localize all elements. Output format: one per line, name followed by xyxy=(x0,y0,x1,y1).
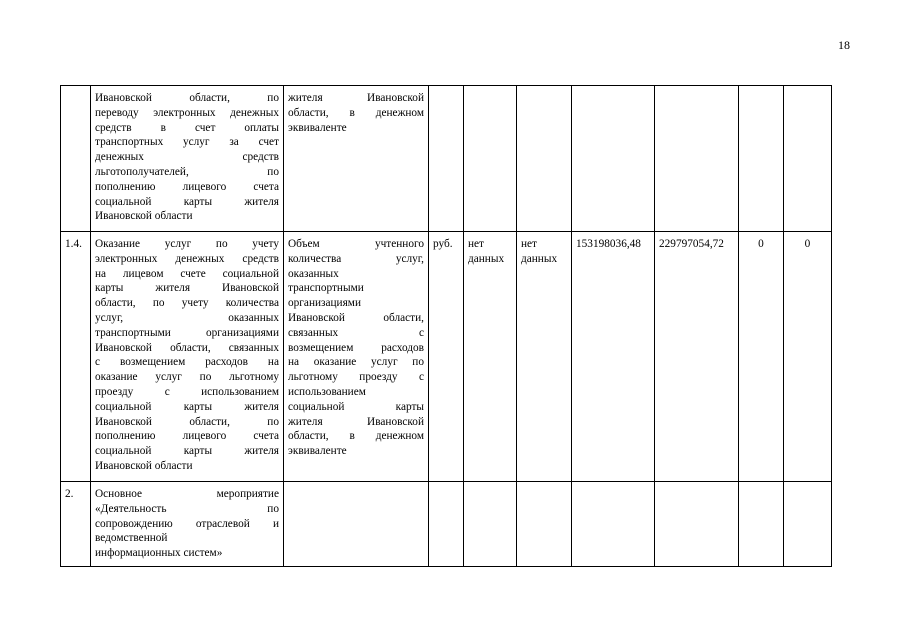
row-number-cell: 2. xyxy=(61,482,91,567)
text-line: жителя Ивановской xyxy=(288,92,424,104)
value-cell-v2: нет данных xyxy=(517,232,572,482)
text-line: Ивановской области, по xyxy=(95,92,279,104)
text-line: пополнению лицевого счета xyxy=(95,180,279,193)
text-line: пополнению лицевого счета xyxy=(95,430,279,443)
value-cell-v5 xyxy=(739,86,784,232)
text-line: с возмещением расходов на xyxy=(95,356,279,369)
text-line: возмещением расходов xyxy=(288,341,424,354)
text-line: проезду с использованием xyxy=(95,385,279,398)
indicator-name-cell xyxy=(284,86,429,232)
table-row xyxy=(61,86,832,232)
text-line: льготополучателей, по xyxy=(95,165,279,178)
text-line: «Деятельность по xyxy=(95,502,279,515)
text-line: Объем учтенного xyxy=(288,238,424,250)
text-line: жителя Ивановской xyxy=(288,415,424,428)
activity-name-cell xyxy=(91,232,284,482)
text-line: Основное мероприятие xyxy=(95,488,279,500)
text-line: организациями xyxy=(288,297,361,310)
text-line: Ивановской области, по xyxy=(95,415,279,428)
text-line: социальной карты жителя xyxy=(95,195,279,208)
text-line: карты жителя Ивановской xyxy=(95,282,279,295)
value-cell-v4 xyxy=(655,482,739,567)
text-line: эквиваленте xyxy=(288,121,347,134)
text-line: социальной карты жителя xyxy=(95,400,279,413)
text-line: оказание услуг по льготному xyxy=(95,371,279,384)
text-line: оказанных xyxy=(288,267,339,280)
text-line: количества услуг, xyxy=(288,252,424,265)
table-row xyxy=(61,232,832,482)
table-row xyxy=(61,482,832,567)
text-line: переводу электронных денежных xyxy=(95,106,279,119)
text-line: области, в денежном xyxy=(288,106,424,119)
value-cell-v2 xyxy=(517,86,572,232)
text-line: социальной карты xyxy=(288,400,424,413)
text-line: на оказание услуг по xyxy=(288,356,424,369)
unit-cell xyxy=(429,482,464,567)
text-line: информационных систем» xyxy=(95,547,223,560)
text-line: транспортных услуг за счет xyxy=(95,136,279,149)
text-line: области, по учету количества xyxy=(95,297,279,310)
value-cell-v3: 153198036,48 xyxy=(572,232,655,482)
program-table xyxy=(60,85,832,567)
value-cell-v4: 229797054,72 xyxy=(655,232,739,482)
text-line: Ивановской области, xyxy=(288,311,424,324)
row-number-cell xyxy=(61,86,91,232)
text-line: использованием xyxy=(288,385,366,398)
row-number-cell: 1.4. xyxy=(61,232,91,482)
text-line: эквиваленте xyxy=(288,445,347,458)
text-line: услуг, оказанных xyxy=(95,311,279,324)
text-line: связанных с xyxy=(288,326,424,339)
text-line: на лицевом счете социальной xyxy=(95,267,279,280)
text-line: льготному проезду с xyxy=(288,371,424,384)
value-cell-v3 xyxy=(572,482,655,567)
text-line: Ивановской области, связанных xyxy=(95,341,279,354)
activity-name-cell xyxy=(91,482,284,567)
text-line: средств в счет оплаты xyxy=(95,121,279,134)
value-cell-v1 xyxy=(464,86,517,232)
text-line: Ивановской области xyxy=(95,210,193,223)
unit-cell xyxy=(429,86,464,232)
activity-name-cell xyxy=(91,86,284,232)
text-line: области, в денежном xyxy=(288,430,424,443)
text-line: транспортными организациями xyxy=(95,326,279,339)
value-cell-v1: нет данных xyxy=(464,232,517,482)
unit-cell: руб. xyxy=(429,232,464,482)
text-line: ведомственной xyxy=(95,532,168,545)
value-cell-v5 xyxy=(739,482,784,567)
value-cell-v4 xyxy=(655,86,739,232)
value-cell-v5: 0 xyxy=(739,232,784,482)
value-cell-v1 xyxy=(464,482,517,567)
text-line: Ивановской области xyxy=(95,459,193,472)
text-line: электронных денежных средств xyxy=(95,252,279,265)
value-cell-v6 xyxy=(784,482,832,567)
value-cell-v2 xyxy=(517,482,572,567)
value-cell-v6: 0 xyxy=(784,232,832,482)
indicator-name-cell xyxy=(284,482,429,567)
text-line: сопровождению отраслевой и xyxy=(95,517,279,530)
text-line: денежных средств xyxy=(95,151,279,164)
text-line: Оказание услуг по учету xyxy=(95,238,279,250)
value-cell-v3 xyxy=(572,86,655,232)
page-number: 18 xyxy=(838,38,850,52)
value-cell-v6 xyxy=(784,86,832,232)
indicator-name-cell xyxy=(284,232,429,482)
text-line: социальной карты жителя xyxy=(95,445,279,458)
text-line: транспортными xyxy=(288,282,364,295)
